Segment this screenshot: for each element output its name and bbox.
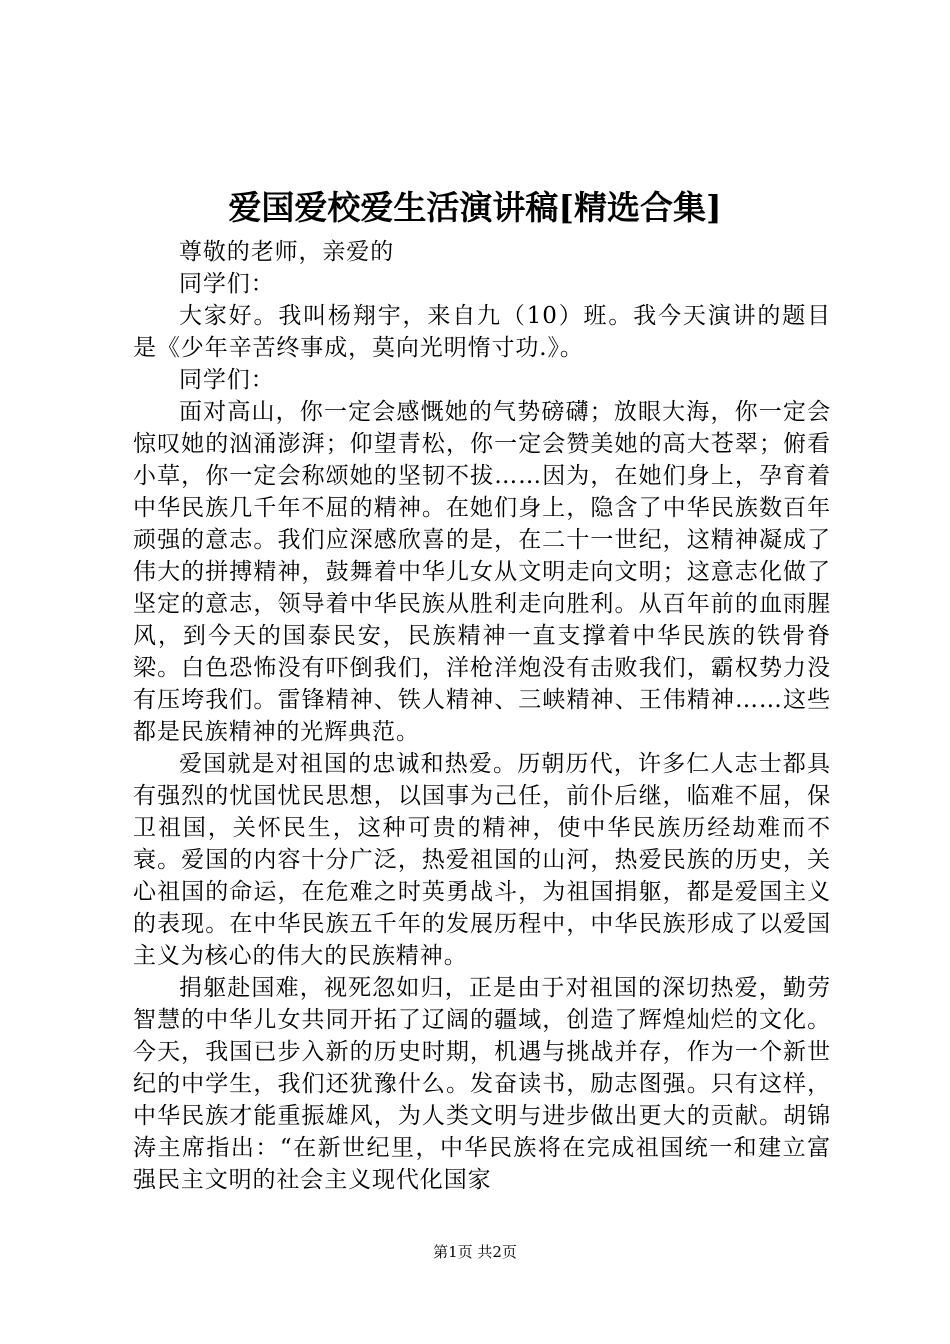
document-body [133,236,831,1196]
paragraph-address: 同学们： [179,367,275,393]
document-title: 爱国爱校爱生活演讲稿[精选合集] [228,188,722,227]
paragraph-intro: 大家好。我叫杨翔宇，来自九（10）班。我今天演讲的题目是《少年辛苦终事成，莫向光明惰寸功.》。 [133,303,831,361]
paragraph-patriotism: 爱国就是对祖国的忠诚和热爱。历朝历代，许多仁人志士都具有强烈的忧国忧民思想，以国事为己任，前仆后继，临难不屈，保卫祖国，关怀民生，这种可贵的精神，使中华民族历经劫难而不衰。爱国的内容十分广泛，热爱祖国的山河，热爱民族的历史，关心祖国的命运，在危难之时英勇战斗，为祖国捐躯，都是爱国主义的表现。在中华民族五千年的发展历程中，中华民族形成了以爱国主义为核心的伟大的民族精神。 [133,751,831,969]
page-number: 第1页 共2页 [433,1243,517,1261]
paragraph-sacrifice: 捐躯赴国难，视死忽如归，正是由于对祖国的深切热爱，勤劳智慧的中华儿女共同开拓了辽阔的疆域，创造了辉煌灿烂的文化。今天，我国已步入新的历史时期，机遇与挑战并存，作为一个新世纪的中学生，我们还犹豫什么。发奋读书，励志图强。只有这样，中华民族才能重振雄风，为人类文明与进步做出更大的贡献。胡锦涛主席指出：“在新世纪里，中华民族将在完成祖国统一和建立富强民主文明的社会主义现代化国家 [133,975,831,1193]
paragraph-spirit: 面对高山，你一定会感慨她的气势磅礴；放眼大海，你一定会惊叹她的汹涌澎湃；仰望青松，你一定会赞美她的高大苍翠；俯看小草，你一定会称颂她的坚韧不拔……因为，在她们身上，孕育着中华民族几千年不屈的精神。在她们身上，隐含了中华民族数百年顽强的意志。我们应深感欣喜的是，在二十一世纪，这精神凝成了伟大的拼搏精神，鼓舞着中华儿女从文明走向文明；这意志化做了坚定的意志，领导着中华民族从胜利走向胜利。从百年前的血雨腥风，到今天的国泰民安，民族精神一直支撑着中华民族的铁骨脊梁。白色恐怖没有吓倒我们，洋枪洋炮没有击败我们，霸权势力没有压垮我们。雷锋精神、铁人精神、三峡精神、王伟精神……这些都是民族精神的光辉典范。 [133,399,831,745]
paragraph-salutation: 尊敬的老师，亲爱的 [179,239,395,265]
paragraph-salutation-2: 同学们： [179,271,275,297]
